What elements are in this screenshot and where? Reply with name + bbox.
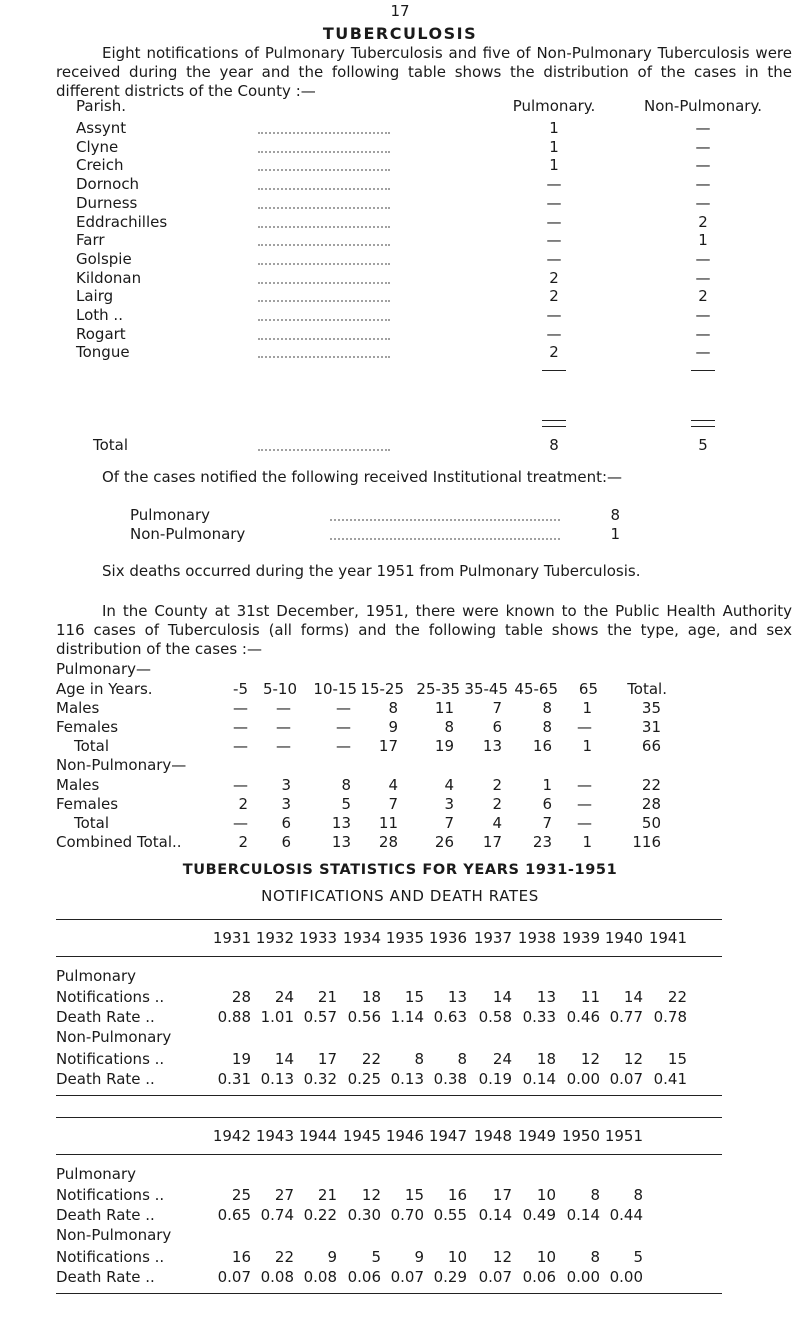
non-pulmonary-notifications-value: 8 xyxy=(457,1050,467,1068)
death-rate-label: Death Rate .. xyxy=(56,1070,155,1088)
age-column-header: 35-45 xyxy=(464,680,508,698)
year-header: 1948 xyxy=(473,1127,512,1145)
age-cell: 66 xyxy=(641,737,661,755)
total-pulmonary: 8 xyxy=(549,436,559,454)
pulmonary-death-rate-value: 0.55 xyxy=(433,1206,467,1224)
year-header: 1935 xyxy=(385,929,424,947)
pulmonary-notifications-value: 8 xyxy=(590,1186,600,1204)
notifications-label: Notifications .. xyxy=(56,1248,165,1266)
pulmonary-count: 2 xyxy=(549,287,559,305)
age-cell: — xyxy=(233,814,248,832)
notifications-label: Notifications .. xyxy=(56,1050,165,1068)
non-pulmonary-notifications-value: 12 xyxy=(623,1050,643,1068)
age-cell: — xyxy=(233,718,248,736)
pulmonary-death-rate-value: 0.30 xyxy=(347,1206,381,1224)
age-cell: 7 xyxy=(444,814,454,832)
year-header: 1942 xyxy=(212,1127,251,1145)
non-pulmonary-notifications-value: 12 xyxy=(580,1050,600,1068)
pulmonary-notifications-value: 22 xyxy=(667,988,687,1006)
table-bottom-rule xyxy=(56,1293,722,1294)
pulmonary-death-rate-value: 0.65 xyxy=(217,1206,251,1224)
pulmonary-section-label: Pulmonary xyxy=(56,967,136,985)
non-pulmonary-section-label: Non-Pulmonary— xyxy=(56,756,187,774)
pulmonary-notifications-value: 18 xyxy=(361,988,381,1006)
non-pulmonary-header: Non-Pulmonary. xyxy=(644,97,762,115)
pulmonary-notifications-value: 16 xyxy=(447,1186,467,1204)
pulmonary-count: — xyxy=(546,213,562,231)
non-pulmonary-count: — xyxy=(695,269,711,287)
parish-name: Loth .. xyxy=(76,306,123,324)
death-rate-label: Death Rate .. xyxy=(56,1268,155,1286)
age-cell: 2 xyxy=(238,795,248,813)
age-cell: 7 xyxy=(492,699,502,717)
age-cell: 26 xyxy=(434,833,454,851)
non-pulmonary-death-rate-value: 0.06 xyxy=(522,1268,556,1286)
non-pulmonary-death-rate-value: 0.08 xyxy=(303,1268,337,1286)
age-cell: — xyxy=(577,795,592,813)
page-number: 17 xyxy=(390,2,410,20)
table-top-rule xyxy=(56,1117,722,1118)
age-cell: 6 xyxy=(281,833,291,851)
pulmonary-death-rate-value: 0.49 xyxy=(522,1206,556,1224)
page-title: TUBERCULOSIS xyxy=(322,24,478,43)
pulmonary-death-rate-value: 0.57 xyxy=(303,1008,337,1026)
age-cell: 4 xyxy=(492,814,502,832)
age-cell: 7 xyxy=(542,814,552,832)
treatment-type: Non-Pulmonary xyxy=(130,525,246,543)
pulmonary-count: — xyxy=(546,194,562,212)
non-pulmonary-death-rate-value: 0.07 xyxy=(217,1268,251,1286)
non-pulmonary-count: 2 xyxy=(698,287,708,305)
age-cell: 11 xyxy=(434,699,454,717)
non-pulmonary-death-rate-value: 0.07 xyxy=(390,1268,424,1286)
pulmonary-death-rate-value: 0.44 xyxy=(609,1206,643,1224)
age-column-header: 25-35 xyxy=(416,680,460,698)
non-pulmonary-section-label: Non-Pulmonary xyxy=(56,1028,172,1046)
age-cell: 1 xyxy=(582,737,592,755)
age-cell: 4 xyxy=(388,776,398,794)
age-cell: 13 xyxy=(482,737,502,755)
age-cell: 19 xyxy=(434,737,454,755)
age-cell: 3 xyxy=(281,795,291,813)
pulmonary-death-rate-value: 0.56 xyxy=(347,1008,381,1026)
age-cell: — xyxy=(276,718,291,736)
pulmonary-death-rate-value: 0.46 xyxy=(566,1008,600,1026)
year-header: 1949 xyxy=(517,1127,556,1145)
pulmonary-notifications-value: 14 xyxy=(492,988,512,1006)
non-pulmonary-notifications-value: 5 xyxy=(633,1248,643,1266)
non-pulmonary-notifications-value: 15 xyxy=(667,1050,687,1068)
age-cell: 35 xyxy=(641,699,661,717)
pulmonary-death-rate-value: 0.14 xyxy=(566,1206,600,1224)
pulmonary-death-rate-value: 0.77 xyxy=(609,1008,643,1026)
age-cell: 22 xyxy=(641,776,661,794)
age-row-label: Males xyxy=(56,699,100,717)
pulmonary-count: — xyxy=(546,250,562,268)
table-header-rule xyxy=(56,1154,722,1155)
age-cell: 17 xyxy=(378,737,398,755)
non-pulmonary-count: — xyxy=(695,138,711,156)
year-header: 1932 xyxy=(255,929,294,947)
pulmonary-notifications-value: 15 xyxy=(404,1186,424,1204)
age-cell: — xyxy=(577,718,592,736)
age-column-header: 65 xyxy=(578,680,598,698)
death-rate-label: Death Rate .. xyxy=(56,1206,155,1224)
age-column-header: 15-25 xyxy=(360,680,404,698)
pulmonary-notifications-value: 14 xyxy=(623,988,643,1006)
year-header: 1934 xyxy=(342,929,381,947)
pulmonary-notifications-value: 21 xyxy=(317,988,337,1006)
pulmonary-count: — xyxy=(546,231,562,249)
parish-name: Kildonan xyxy=(76,269,142,287)
total-label: Total xyxy=(93,436,129,454)
non-pulmonary-death-rate-value: 0.25 xyxy=(347,1070,381,1088)
pulmonary-count: — xyxy=(546,325,562,343)
age-cell: 2 xyxy=(492,776,502,794)
non-pulmonary-count: 2 xyxy=(698,213,708,231)
pulmonary-notifications-value: 15 xyxy=(404,988,424,1006)
non-pulmonary-count: — xyxy=(695,175,711,193)
age-cell: 6 xyxy=(492,718,502,736)
pulmonary-notifications-value: 17 xyxy=(492,1186,512,1204)
pulmonary-death-rate-value: 1.01 xyxy=(260,1008,294,1026)
pulmonary-section-label: Pulmonary— xyxy=(56,660,151,678)
non-pulmonary-notifications-value: 9 xyxy=(414,1248,424,1266)
pulmonary-death-rate-value: 1.14 xyxy=(390,1008,424,1026)
pulmonary-section-label: Pulmonary xyxy=(56,1165,136,1183)
age-cell: 23 xyxy=(532,833,552,851)
non-pulmonary-death-rate-value: 0.19 xyxy=(478,1070,512,1088)
non-pulmonary-notifications-value: 18 xyxy=(536,1050,556,1068)
non-pulmonary-death-rate-value: 0.00 xyxy=(609,1268,643,1286)
age-cell: 1 xyxy=(582,699,592,717)
age-cell: 31 xyxy=(641,718,661,736)
non-pulmonary-notifications-value: 10 xyxy=(536,1248,556,1266)
non-pulmonary-death-rate-value: 0.38 xyxy=(433,1070,467,1088)
parish-name: Durness xyxy=(76,194,138,212)
age-cell: 11 xyxy=(378,814,398,832)
pulmonary-count: 1 xyxy=(549,156,559,174)
non-pulmonary-notifications-value: 22 xyxy=(361,1050,381,1068)
year-header: 1940 xyxy=(604,929,643,947)
age-cell: — xyxy=(577,776,592,794)
non-pulmonary-count: — xyxy=(695,343,711,361)
age-column-header: -5 xyxy=(233,680,248,698)
non-pulmonary-count: — xyxy=(695,250,711,268)
pulmonary-death-rate-value: 0.78 xyxy=(653,1008,687,1026)
age-header-label: Age in Years. xyxy=(56,680,153,698)
intro-text: Eight notifications of Pulmonary Tuberculosis and five of Non-Pulmonary Tuberculosis were received during the year and the following table shows the distribution of the cases in the different districts of the County :— xyxy=(56,44,792,100)
pulmonary-notifications-value: 25 xyxy=(231,1186,251,1204)
age-cell: 7 xyxy=(388,795,398,813)
age-column-header: 5-10 xyxy=(262,680,297,698)
year-header: 1946 xyxy=(385,1127,424,1145)
county-text: In the County at 31st December, 1951, there were known to the Public Health Authority 116 cases of Tuberculosis (all forms) and the following table shows the type, age, and sex distribution of the cases :— xyxy=(56,602,792,658)
treatment-type: Pulmonary xyxy=(130,506,210,524)
pulmonary-notifications-value: 8 xyxy=(633,1186,643,1204)
non-pulmonary-notifications-value: 22 xyxy=(274,1248,294,1266)
non-pulmonary-notifications-value: 16 xyxy=(231,1248,251,1266)
pulmonary-notifications-value: 21 xyxy=(317,1186,337,1204)
parish-name: Creich xyxy=(76,156,124,174)
parish-name: Eddrachilles xyxy=(76,213,168,231)
parish-name: Golspie xyxy=(76,250,132,268)
non-pulmonary-death-rate-value: 0.00 xyxy=(566,1268,600,1286)
non-pulmonary-notifications-value: 5 xyxy=(371,1248,381,1266)
non-pulmonary-count: 1 xyxy=(698,231,708,249)
age-cell: — xyxy=(336,737,351,755)
year-header: 1938 xyxy=(517,929,556,947)
non-pulmonary-death-rate-value: 0.14 xyxy=(522,1070,556,1088)
year-header: 1945 xyxy=(342,1127,381,1145)
age-cell: — xyxy=(276,737,291,755)
pulmonary-count: 1 xyxy=(549,119,559,137)
pulmonary-death-rate-value: 0.70 xyxy=(390,1206,424,1224)
parish-name: Rogart xyxy=(76,325,126,343)
non-pulmonary-notifications-value: 10 xyxy=(447,1248,467,1266)
age-column-header: 45-65 xyxy=(514,680,558,698)
non-pulmonary-notifications-value: 8 xyxy=(590,1248,600,1266)
pulmonary-notifications-value: 28 xyxy=(231,988,251,1006)
age-cell: 2 xyxy=(238,833,248,851)
stats-subtitle: NOTIFICATIONS AND DEATH RATES xyxy=(261,887,539,905)
age-cell: — xyxy=(233,776,248,794)
age-cell: — xyxy=(233,737,248,755)
non-pulmonary-death-rate-value: 0.07 xyxy=(478,1268,512,1286)
pulmonary-header: Pulmonary. xyxy=(512,97,596,115)
age-cell: 8 xyxy=(388,699,398,717)
non-pulmonary-notifications-value: 24 xyxy=(492,1050,512,1068)
stats-title: TUBERCULOSIS STATISTICS FOR YEARS 1931-1951 xyxy=(182,862,618,878)
death-rate-label: Death Rate .. xyxy=(56,1008,155,1026)
pulmonary-count: — xyxy=(546,175,562,193)
institutional-text: Of the cases notified the following received Institutional treatment:— xyxy=(102,468,623,486)
pulmonary-notifications-value: 12 xyxy=(361,1186,381,1204)
treatment-count: 8 xyxy=(610,506,620,524)
non-pulmonary-death-rate-value: 0.00 xyxy=(566,1070,600,1088)
age-cell: 8 xyxy=(444,718,454,736)
non-pulmonary-notifications-value: 9 xyxy=(327,1248,337,1266)
non-pulmonary-count: — xyxy=(695,156,711,174)
non-pulmonary-death-rate-value: 0.13 xyxy=(260,1070,294,1088)
age-cell: 6 xyxy=(542,795,552,813)
pulmonary-notifications-value: 10 xyxy=(536,1186,556,1204)
age-cell: 1 xyxy=(542,776,552,794)
non-pulmonary-notifications-value: 19 xyxy=(231,1050,251,1068)
age-cell: 9 xyxy=(388,718,398,736)
year-header: 1933 xyxy=(298,929,337,947)
non-pulmonary-count: — xyxy=(695,119,711,137)
year-header: 1943 xyxy=(255,1127,294,1145)
pulmonary-count: 1 xyxy=(549,138,559,156)
non-pulmonary-death-rate-value: 0.06 xyxy=(347,1268,381,1286)
age-row-label: Females xyxy=(56,795,119,813)
year-header: 1931 xyxy=(212,929,251,947)
age-cell: 28 xyxy=(378,833,398,851)
year-header: 1939 xyxy=(561,929,600,947)
parish-header: Parish. xyxy=(76,97,126,115)
pulmonary-notifications-value: 24 xyxy=(274,988,294,1006)
treatment-count: 1 xyxy=(610,525,620,543)
age-cell: 28 xyxy=(641,795,661,813)
pulmonary-count: — xyxy=(546,306,562,324)
pulmonary-notifications-value: 11 xyxy=(580,988,600,1006)
age-column-header: Total. xyxy=(627,680,667,698)
parish-name: Dornoch xyxy=(76,175,140,193)
deaths-text: Six deaths occurred during the year 1951 from Pulmonary Tuberculosis. xyxy=(102,562,641,580)
non-pulmonary-death-rate-value: 0.32 xyxy=(303,1070,337,1088)
parish-name: Lairg xyxy=(76,287,114,305)
age-cell: 16 xyxy=(532,737,552,755)
pulmonary-death-rate-value: 0.63 xyxy=(433,1008,467,1026)
year-header: 1941 xyxy=(648,929,687,947)
pulmonary-count: 2 xyxy=(549,269,559,287)
age-row-label: Combined Total.. xyxy=(56,833,182,851)
age-cell: — xyxy=(276,699,291,717)
age-cell: 17 xyxy=(482,833,502,851)
pulmonary-notifications-value: 13 xyxy=(536,988,556,1006)
age-cell: 3 xyxy=(444,795,454,813)
year-header: 1947 xyxy=(428,1127,467,1145)
age-row-label: Males xyxy=(56,776,100,794)
non-pulmonary-notifications-value: 17 xyxy=(317,1050,337,1068)
age-cell: 1 xyxy=(582,833,592,851)
age-cell: — xyxy=(233,699,248,717)
non-pulmonary-death-rate-value: 0.08 xyxy=(260,1268,294,1286)
age-cell: 3 xyxy=(281,776,291,794)
pulmonary-death-rate-value: 0.14 xyxy=(478,1206,512,1224)
non-pulmonary-section-label: Non-Pulmonary xyxy=(56,1226,172,1244)
age-row-label: Total xyxy=(74,814,110,832)
age-cell: 13 xyxy=(331,833,351,851)
year-header: 1936 xyxy=(428,929,467,947)
pulmonary-death-rate-value: 0.33 xyxy=(522,1008,556,1026)
pulmonary-notifications-value: 13 xyxy=(447,988,467,1006)
notifications-label: Notifications .. xyxy=(56,1186,165,1204)
pulmonary-notifications-value: 27 xyxy=(274,1186,294,1204)
non-pulmonary-death-rate-value: 0.29 xyxy=(433,1268,467,1286)
age-cell: 2 xyxy=(492,795,502,813)
non-pulmonary-count: — xyxy=(695,194,711,212)
age-cell: — xyxy=(577,814,592,832)
pulmonary-count: 2 xyxy=(549,343,559,361)
age-cell: 8 xyxy=(542,699,552,717)
year-header: 1944 xyxy=(298,1127,337,1145)
age-cell: 8 xyxy=(542,718,552,736)
age-cell: 116 xyxy=(632,833,661,851)
non-pulmonary-death-rate-value: 0.31 xyxy=(217,1070,251,1088)
parish-name: Farr xyxy=(76,231,105,249)
non-pulmonary-death-rate-value: 0.41 xyxy=(653,1070,687,1088)
age-cell: 5 xyxy=(341,795,351,813)
parish-name: Assynt xyxy=(76,119,127,137)
non-pulmonary-notifications-value: 8 xyxy=(414,1050,424,1068)
age-column-header: 10-15 xyxy=(313,680,357,698)
parish-name: Tongue xyxy=(76,343,130,361)
non-pulmonary-death-rate-value: 0.13 xyxy=(390,1070,424,1088)
year-header: 1937 xyxy=(473,929,512,947)
parish-name: Clyne xyxy=(76,138,119,156)
age-cell: — xyxy=(336,718,351,736)
non-pulmonary-count: — xyxy=(695,325,711,343)
non-pulmonary-notifications-value: 14 xyxy=(274,1050,294,1068)
year-header: 1950 xyxy=(561,1127,600,1145)
total-non-pulmonary: 5 xyxy=(698,436,708,454)
age-cell: 6 xyxy=(281,814,291,832)
non-pulmonary-count: — xyxy=(695,306,711,324)
notifications-label: Notifications .. xyxy=(56,988,165,1006)
age-row-label: Total xyxy=(74,737,110,755)
pulmonary-death-rate-value: 0.22 xyxy=(303,1206,337,1224)
pulmonary-death-rate-value: 0.58 xyxy=(478,1008,512,1026)
age-cell: 50 xyxy=(641,814,661,832)
age-cell: — xyxy=(336,699,351,717)
year-header: 1951 xyxy=(604,1127,643,1145)
non-pulmonary-death-rate-value: 0.07 xyxy=(609,1070,643,1088)
age-cell: 13 xyxy=(331,814,351,832)
pulmonary-death-rate-value: 0.88 xyxy=(217,1008,251,1026)
pulmonary-death-rate-value: 0.74 xyxy=(260,1206,294,1224)
age-cell: 8 xyxy=(341,776,351,794)
non-pulmonary-notifications-value: 12 xyxy=(492,1248,512,1266)
age-row-label: Females xyxy=(56,718,119,736)
age-cell: 4 xyxy=(444,776,454,794)
